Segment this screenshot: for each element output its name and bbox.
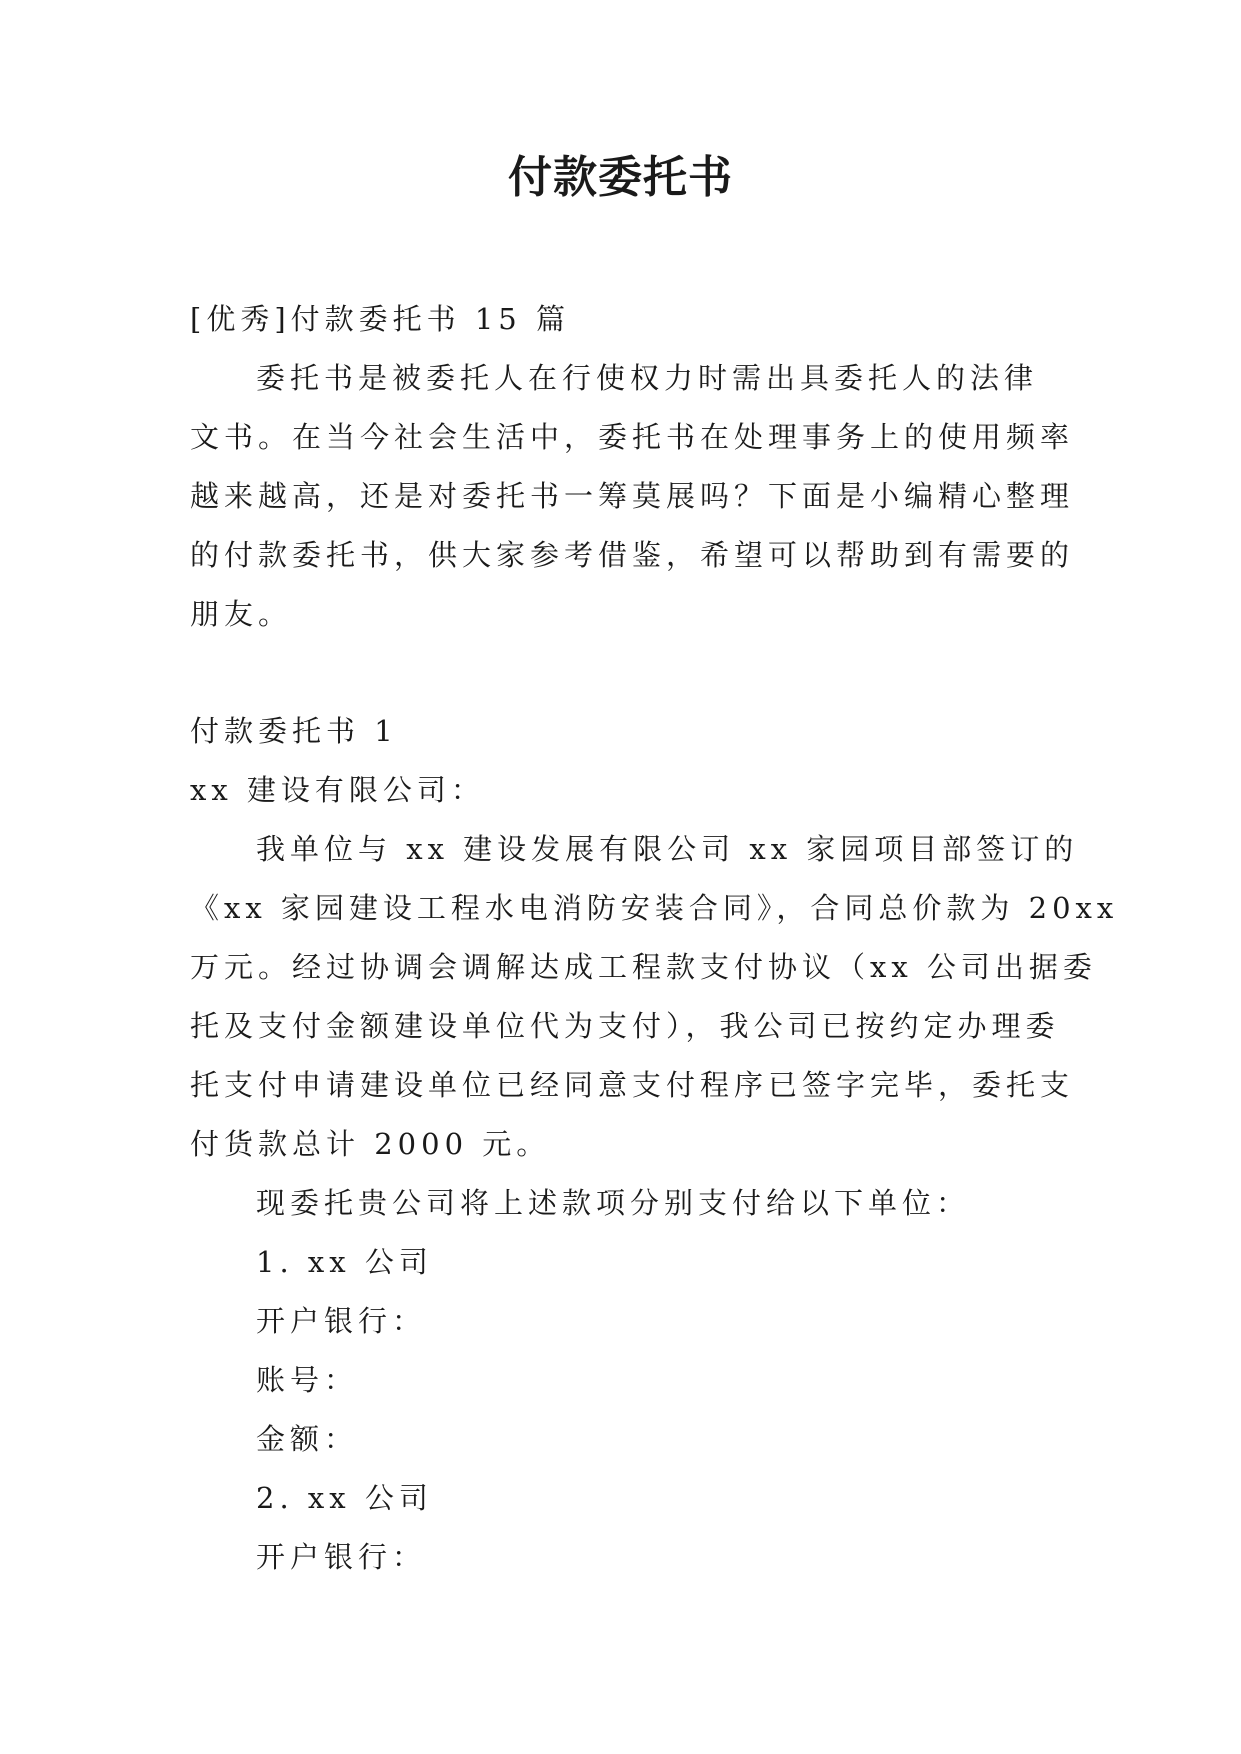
payee-line: 账号： — [256, 1363, 359, 1397]
body-line: 托及支付金额建设单位代为支付），我公司已按约定办理委 — [190, 1009, 1060, 1043]
request-line: 现委托贵公司将上述款项分别支付给以下单位： — [256, 1186, 971, 1220]
paragraph-gap — [190, 644, 1050, 702]
payee-line: 开户银行： — [256, 1540, 427, 1574]
payee-line: 1. xx 公司 — [256, 1245, 433, 1279]
payee-line: 2. xx 公司 — [256, 1481, 433, 1515]
intro-line: 文书。在当今社会生活中，委托书在处理事务上的使用频率 — [190, 420, 1075, 454]
intro-line: 朋友。 — [190, 597, 293, 631]
intro-line: 越来越高，还是对委托书一筹莫展吗？下面是小编精心整理 — [190, 479, 1075, 513]
addressee: xx 建设有限公司： — [190, 773, 485, 807]
body-line: 《xx 家园建设工程水电消防安装合同》，合同总价款为 20xx — [190, 891, 1119, 925]
body-line: 我单位与 xx 建设发展有限公司 xx 家园项目部签订的 — [256, 832, 1079, 866]
body-line: 付货款总计 2000 元。 — [190, 1127, 551, 1161]
intro-line: 的付款委托书，供大家参考借鉴，希望可以帮助到有需要的 — [190, 538, 1075, 572]
intro-line: 委托书是被委托人在行使权力时需出具委托人的法律 — [256, 361, 1039, 395]
body-line: 万元。经过协调会调解达成工程款支付协议（xx 公司出据委 — [190, 950, 1097, 984]
payee-line: 开户银行： — [256, 1304, 427, 1338]
document-title: 付款委托书 — [508, 152, 733, 203]
payee-line: 金额： — [256, 1422, 359, 1456]
body-line: 托支付申请建设单位已经同意支付程序已签字完毕，委托支 — [190, 1068, 1075, 1102]
document-subtitle: [优秀]付款委托书 15 篇 — [190, 302, 570, 336]
document-body — [190, 290, 1119, 1587]
section-heading: 付款委托书 1 — [190, 714, 398, 748]
